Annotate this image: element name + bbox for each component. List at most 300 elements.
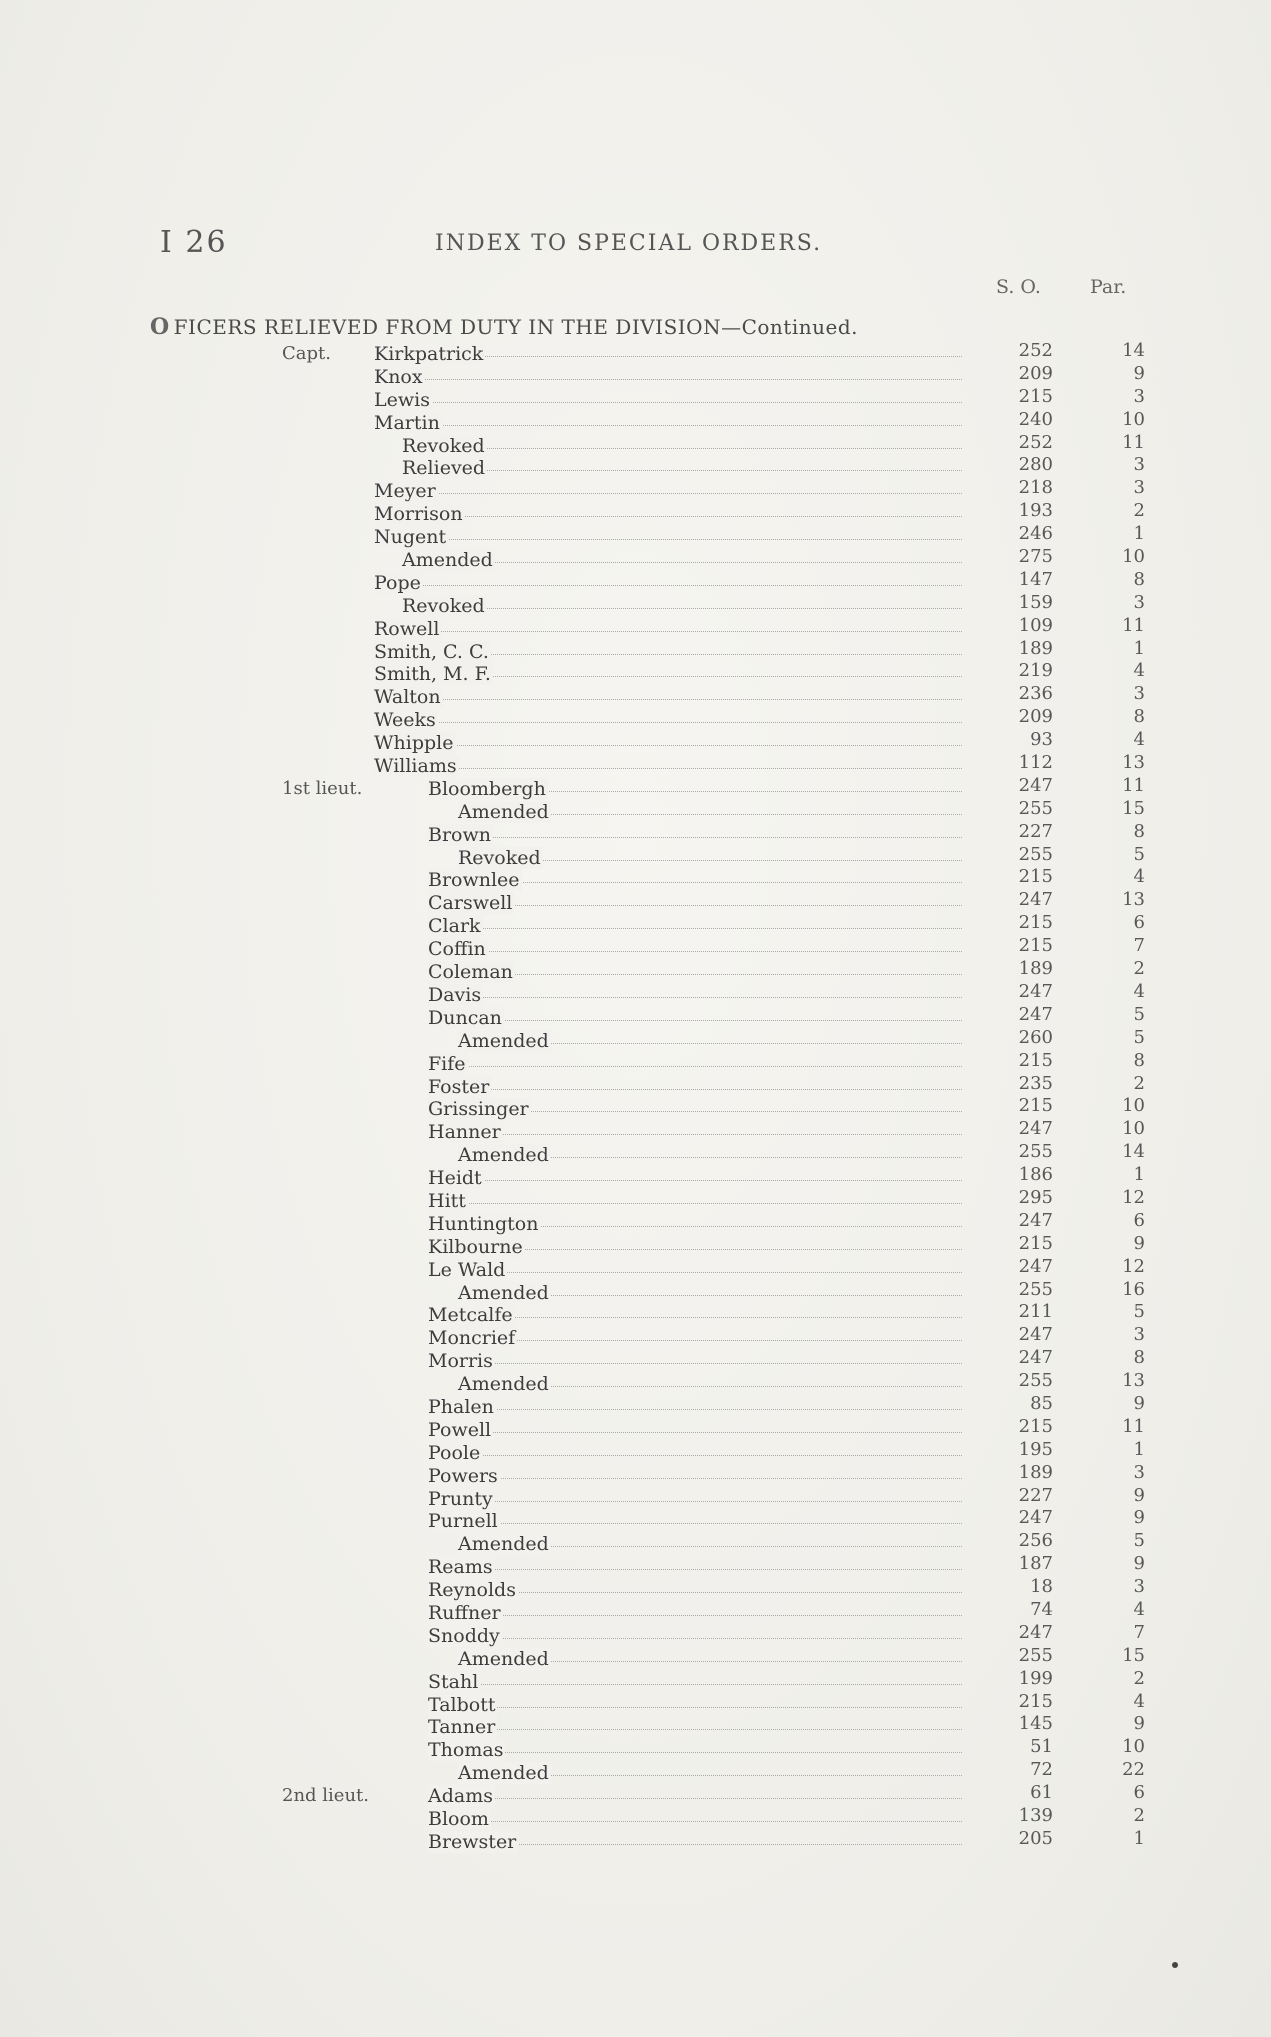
special-order-number: 187 [1018,1553,1053,1575]
index-entry-row [0,1301,1271,1327]
special-order-number: 280 [1018,454,1053,476]
special-order-number: 252 [1018,431,1053,453]
index-entry-row [0,1485,1271,1508]
dot-leader [428,1432,962,1433]
entry-sub-note: Amended [458,800,549,823]
paragraph-number: 9 [1133,1232,1145,1254]
dot-leader [428,1523,962,1524]
dot-leader [428,1203,962,1204]
index-entry-row [0,363,1271,386]
special-order-number: 109 [1018,614,1053,636]
entry-sub-note: Amended [458,1533,549,1556]
special-order-number: 145 [1018,1713,1053,1735]
dot-leader [428,837,962,838]
special-order-number: 247 [1018,889,1053,911]
special-order-number: 159 [1018,591,1053,613]
paragraph-number: 10 [1122,1118,1145,1140]
page-number: I 26 [160,225,228,260]
paragraph-number: 11 [1122,614,1145,636]
officer-name: Adams [428,1785,493,1808]
paragraph-number: 10 [1122,408,1145,430]
index-entry-row [0,1095,1271,1121]
special-order-number: 235 [1018,1072,1053,1094]
index-entry-row [0,866,1271,892]
index-entry-row [0,1324,1271,1350]
special-order-number: 189 [1018,958,1053,980]
officer-name: Bloombergh [428,777,546,800]
officer-name: Morris [428,1350,493,1373]
special-order-number: 85 [1030,1392,1053,1414]
index-entry-row [0,1233,1271,1256]
paragraph-number: 15 [1122,797,1145,819]
paragraph-number: 13 [1122,752,1145,774]
paragraph-number: 2 [1133,1072,1145,1094]
index-entry-row [0,1645,1271,1668]
paragraph-number: 8 [1133,568,1145,590]
paragraph-number: 2 [1133,958,1145,980]
paragraph-number: 3 [1133,1461,1145,1483]
officer-name: Ruffner [428,1601,501,1624]
dot-leader [428,1707,962,1708]
paragraph-number: 3 [1133,385,1145,407]
dot-leader [374,631,962,632]
rank-label: Capt. [282,343,331,364]
index-entry-row [0,706,1271,732]
index-entry-row [0,729,1271,755]
paragraph-number: 1 [1133,1164,1145,1186]
paragraph-number: 8 [1133,1347,1145,1369]
special-order-number: 209 [1018,706,1053,728]
special-order-number: 247 [1018,1347,1053,1369]
officer-name: Coffin [428,938,486,961]
special-order-number: 147 [1018,568,1053,590]
officer-name: Moncrief [428,1327,516,1350]
special-order-number: 247 [1018,1507,1053,1529]
dot-leader [374,402,962,403]
officer-name: Morrison [374,503,463,526]
officer-name: Knox [374,365,423,388]
officer-name: Whipple [374,732,454,755]
index-entry-row [0,775,1271,798]
section-title [150,314,1140,340]
paragraph-number: 6 [1133,912,1145,934]
officer-name: Reynolds [428,1579,516,1602]
entry-sub-note: Revoked [402,434,485,457]
paragraph-number: 13 [1122,889,1145,911]
special-order-number: 72 [1030,1759,1053,1781]
officer-name: Huntington [428,1212,539,1235]
officer-name: Metcalfe [428,1304,513,1327]
index-entry-row [0,1370,1271,1396]
special-order-number: 189 [1018,637,1053,659]
index-entry-row [0,1736,1271,1762]
paragraph-number: 4 [1133,1690,1145,1712]
special-order-number: 246 [1018,523,1053,545]
officer-name: Phalen [428,1395,494,1418]
index-entry-row [0,935,1271,961]
special-order-number: 255 [1018,1278,1053,1300]
officer-name: Grissinger [428,1098,529,1121]
paragraph-number: 10 [1122,1095,1145,1117]
officer-name: Weeks [374,709,436,732]
paragraph-number: 9 [1133,1507,1145,1529]
index-entry-row [0,409,1271,432]
officer-name: Carswell [428,892,513,915]
paragraph-number: 7 [1133,1621,1145,1643]
section-title-text: FICERS RELIEVED FROM DUTY IN THE DIVISION—Continued. [173,315,858,339]
index-entry-row [0,1393,1271,1416]
dot-leader [428,1409,962,1410]
dot-leader [428,1821,962,1822]
index-entry-row [0,546,1271,572]
index-entry-row [0,1622,1271,1645]
officer-name: Davis [428,983,482,1006]
paragraph-number: 5 [1133,1026,1145,1048]
paragraph-number: 4 [1133,729,1145,751]
officer-name: Hitt [428,1189,466,1212]
dot-leader [428,951,962,952]
special-order-number: 193 [1018,500,1053,522]
officer-name: Foster [428,1075,490,1098]
special-order-number: 247 [1018,1255,1053,1277]
index-entry-row [0,752,1271,778]
dot-leader [374,539,962,540]
special-order-number: 215 [1018,912,1053,934]
paragraph-number: 16 [1122,1278,1145,1300]
special-order-number: 236 [1018,683,1053,705]
special-order-number: 139 [1018,1805,1053,1826]
officer-name: Poole [428,1441,481,1464]
officer-name: Brownlee [428,869,520,892]
special-order-number: 255 [1018,1370,1053,1392]
paragraph-number: 6 [1133,1209,1145,1231]
dot-leader [374,379,962,380]
dot-leader [428,1134,962,1135]
paragraph-number: 1 [1133,1827,1145,1849]
paragraph-number: 22 [1122,1759,1145,1781]
dot-leader [428,1180,962,1181]
index-entry-row [0,1462,1271,1485]
paragraph-number: 11 [1122,431,1145,453]
special-order-number: 255 [1018,1141,1053,1163]
index-entry-row [0,340,1271,363]
section-title-initial: O [150,314,170,340]
index-entry-row [0,1164,1271,1190]
paragraph-number: 5 [1133,843,1145,865]
index-entry-row [0,981,1271,1004]
column-header-par: Par. [1090,276,1127,298]
special-order-number: 247 [1018,1324,1053,1346]
index-entry-row [0,1759,1271,1785]
special-order-number: 215 [1018,1690,1053,1712]
officer-name: Brewster [428,1830,517,1853]
dot-leader [428,1569,962,1570]
entry-sub-note: Amended [458,1144,549,1167]
officer-name: Thomas [428,1739,504,1762]
officer-name: Lewis [374,388,430,411]
entry-sub-note: Amended [458,1029,549,1052]
officer-name: Nugent [374,526,447,549]
index-entry-row [0,1439,1271,1462]
special-order-number: 195 [1018,1438,1053,1460]
index-entry-row [0,683,1271,709]
column-headers [990,276,1150,300]
special-order-number: 61 [1030,1782,1053,1804]
paragraph-number: 3 [1133,477,1145,499]
paragraph-number: 11 [1122,1415,1145,1437]
special-order-number: 247 [1018,980,1053,1002]
index-entry-row [0,1073,1271,1096]
paragraph-number: 2 [1133,1805,1145,1826]
officer-name: Bloom [428,1808,489,1830]
index-entry-row [0,1256,1271,1279]
paragraph-number: 7 [1133,935,1145,957]
officer-name: Kirkpatrick [374,343,484,365]
special-order-number: 275 [1018,546,1053,568]
dot-leader [428,1729,962,1730]
dot-leader [428,928,962,929]
paragraph-number: 3 [1133,1576,1145,1598]
index-entry-row [0,1050,1271,1073]
paragraph-number: 5 [1133,1003,1145,1025]
officer-name: Brown [428,823,491,846]
index-entry-row [0,638,1271,661]
dot-leader [428,1638,962,1639]
paragraph-number: 13 [1122,1370,1145,1392]
index-entry-row [0,660,1271,686]
special-order-number: 215 [1018,1095,1053,1117]
special-order-number: 18 [1030,1576,1053,1598]
dot-leader [374,585,962,586]
dot-leader [428,1363,962,1364]
paragraph-number: 5 [1133,1301,1145,1323]
dot-leader [374,493,962,494]
paragraph-number: 2 [1133,500,1145,522]
dot-leader [428,1020,962,1021]
special-order-number: 218 [1018,477,1053,499]
special-order-number: 255 [1018,797,1053,819]
index-entries [0,340,1271,1851]
paragraph-number: 9 [1133,1553,1145,1575]
special-order-number: 247 [1018,1209,1053,1231]
page-header [150,225,1130,265]
special-order-number: 215 [1018,935,1053,957]
column-header-so: S. O. [996,276,1041,298]
officer-name: Duncan [428,1006,502,1029]
index-entry-row [0,1210,1271,1233]
index-entry-row [0,432,1271,455]
entry-sub-note: Amended [402,549,493,572]
special-order-number: 219 [1018,660,1053,682]
special-order-number: 215 [1018,866,1053,888]
paragraph-number: 1 [1133,637,1145,659]
dot-leader [428,1752,962,1753]
entry-sub-note: Amended [458,1762,549,1785]
special-order-number: 199 [1018,1667,1053,1689]
officer-name: Purnell [428,1510,498,1533]
dot-leader [428,1089,962,1090]
officer-name: Powell [428,1418,492,1441]
special-order-number: 247 [1018,1621,1053,1643]
officer-name: Walton [374,686,441,709]
index-entry-row [0,889,1271,915]
paragraph-number: 14 [1122,1141,1145,1163]
index-entry-row [0,1507,1271,1533]
special-order-number: 255 [1018,843,1053,865]
paragraph-number: 9 [1133,1392,1145,1414]
special-order-number: 240 [1018,408,1053,430]
paragraph-number: 12 [1122,1186,1145,1208]
dot-leader [374,745,962,746]
index-entry-row [0,1279,1271,1302]
rank-label: 2nd lieut. [282,1785,370,1807]
paragraph-number: 12 [1122,1255,1145,1277]
index-entry-row [0,1141,1271,1167]
officer-name: Stahl [428,1670,479,1693]
paragraph-number: 4 [1133,660,1145,682]
index-entry-row [0,615,1271,638]
paragraph-number: 15 [1122,1644,1145,1666]
index-entry-row [0,1828,1271,1851]
index-entry-row [0,1599,1271,1622]
special-order-number: 215 [1018,385,1053,407]
dot-leader [428,1478,962,1479]
dot-leader [428,1684,962,1685]
officer-name: Powers [428,1464,498,1487]
index-entry-row [0,1691,1271,1714]
officer-name: Smith, M. F. [374,663,491,686]
officer-name: Meyer [374,480,436,503]
officer-name: Smith, C. C. [374,640,489,663]
special-order-number: 93 [1030,729,1053,751]
paragraph-number: 14 [1122,340,1145,361]
officer-name: Heidt [428,1167,482,1190]
special-order-number: 186 [1018,1164,1053,1186]
paragraph-number: 8 [1133,820,1145,842]
paragraph-number: 3 [1133,591,1145,613]
index-entry-row [0,1530,1271,1556]
officer-name: Talbott [428,1693,496,1716]
paragraph-number: 4 [1133,866,1145,888]
special-order-number: 112 [1018,752,1053,774]
entry-sub-note: Revoked [458,846,541,869]
ink-speck [1172,1962,1178,1968]
paragraph-number: 10 [1122,1736,1145,1758]
special-order-number: 227 [1018,1484,1053,1506]
index-entry-row [0,1187,1271,1210]
index-entry-row [0,912,1271,938]
dot-leader [428,1272,962,1273]
officer-name: Snoddy [428,1624,500,1647]
index-entry-row [0,844,1271,867]
officer-name: Tanner [428,1716,496,1739]
officer-name: Reams [428,1556,493,1579]
index-entry-row [0,1347,1271,1373]
dot-leader [374,425,962,426]
paragraph-number: 1 [1133,1438,1145,1460]
index-entry-row [0,1416,1271,1439]
paragraph-number: 3 [1133,454,1145,476]
special-order-number: 247 [1018,1118,1053,1140]
special-order-number: 295 [1018,1186,1053,1208]
special-order-number: 209 [1018,362,1053,384]
entry-sub-note: Amended [458,1373,549,1396]
special-order-number: 215 [1018,1049,1053,1071]
paragraph-number: 8 [1133,1049,1145,1071]
special-order-number: 247 [1018,1003,1053,1025]
special-order-number: 211 [1018,1301,1053,1323]
entry-sub-note: Relieved [402,457,486,480]
index-entry-row [0,1118,1271,1144]
special-order-number: 215 [1018,1415,1053,1437]
special-order-number: 260 [1018,1026,1053,1048]
officer-name: Williams [374,755,457,778]
entry-sub-note: Amended [458,1647,549,1670]
paragraph-number: 9 [1133,1713,1145,1735]
index-entry-row [0,1668,1271,1691]
dot-leader [428,1501,962,1502]
index-entry-row [0,1805,1271,1828]
index-entry-row [0,1004,1271,1027]
dot-leader [374,699,962,700]
paragraph-number: 5 [1133,1530,1145,1552]
officer-name: Martin [374,411,440,434]
special-order-number: 51 [1030,1736,1053,1758]
special-order-number: 205 [1018,1827,1053,1849]
special-order-number: 215 [1018,1232,1053,1254]
paragraph-number: 4 [1133,980,1145,1002]
index-entry-row [0,958,1271,984]
index-entry-row [0,454,1271,480]
paragraph-number: 9 [1133,1484,1145,1506]
index-entry-row [0,798,1271,821]
dot-leader [428,1066,962,1067]
index-entry-row [0,592,1271,615]
paragraph-number: 6 [1133,1782,1145,1804]
officer-name: Fife [428,1052,466,1075]
index-entry-row [0,1576,1271,1602]
index-entry-row [0,477,1271,503]
index-entry-row [0,1027,1271,1050]
index-entry-row [0,1713,1271,1739]
dot-leader [428,997,962,998]
entry-sub-note: Revoked [402,594,485,617]
entry-sub-note: Amended [458,1281,549,1304]
dot-leader [374,768,962,769]
index-entry-row [0,386,1271,409]
index-entry-row [0,523,1271,549]
index-entry-row [0,1553,1271,1579]
running-title: INDEX TO SPECIAL ORDERS. [435,231,823,256]
officer-name: Le Wald [428,1258,506,1281]
special-order-number: 74 [1030,1598,1053,1620]
paragraph-number: 3 [1133,1324,1145,1346]
index-entry-row [0,569,1271,592]
paragraph-number: 2 [1133,1667,1145,1689]
dot-leader [374,722,962,723]
special-order-number: 189 [1018,1461,1053,1483]
index-entry-row [0,500,1271,526]
paragraph-number: 1 [1133,523,1145,545]
officer-name: Rowell [374,617,440,640]
dot-leader [428,1455,962,1456]
paragraph-number: 11 [1122,774,1145,796]
officer-name: Kilbourne [428,1235,523,1258]
officer-name: Pope [374,571,421,594]
paragraph-number: 8 [1133,706,1145,728]
paragraph-number: 9 [1133,362,1145,384]
officer-name: Hanner [428,1121,501,1144]
